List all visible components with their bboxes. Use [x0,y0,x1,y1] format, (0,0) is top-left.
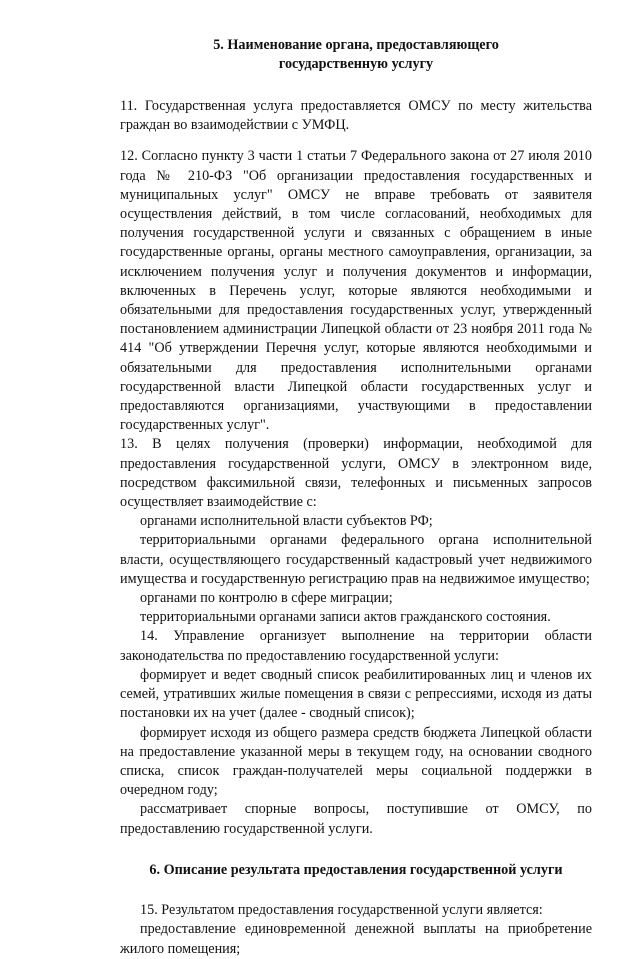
paragraph-13-item-3: органами по контролю в сфере миграции; [140,590,393,607]
section-5-title-line1: 5. Наименование органа, предоставляющего [213,37,499,53]
paragraph-15-item-1: предоставление единовременной денежной выплаты на приобретение жилого помещения; [120,921,592,957]
spacer [120,73,592,97]
paragraph-14-item-2: формирует исходя из общего размера средств бюджета Липецкой области на предоставление указанной меры в текущем году, на основании сводного списка, список граждан-получателей меры социальной поддержки в очередном году; [120,724,592,799]
section-6-title: 6. Описание результата предоставления государственной услуги [149,861,563,878]
paragraph-14-item-3: рассматривает спорные вопросы, поступившие от ОМСУ, по предоставлению государственной услуги. [120,801,592,837]
section-5-title [120,36,592,73]
paragraph-15: 15. Результатом предоставления государственной услуги является: [140,902,543,919]
paragraph-12: 12. Согласно пункту 3 части 1 статьи 7 Федерального закона от 27 июля 2010 года № 210-ФЗ "Об организации предоставления государственных и муниципальных услуг" ОМСУ не вправе требовать от заявителя осуществления действий, в том числе согласований, необходимых для получения государственной услуги и связанных с обращением в иные государственные органы, органы местного самоуправления, организации, за исключением получения услуг и получения документов и информации, включенных в Перечень услуг, которые являются необходимыми и обязательными для предоставления государственных услуг, утвержденный постановлением администрации Липецкой области от 23 ноября 2011 года № 414 "Об утверждении Перечня услуг, которые являются необходимыми и обязательными для предоставления исполнительными органами государственной власти Липецкой области государственных услуг и предоставляются организациями, участвующими в предоставлении государственных услуг". [120,148,592,434]
spacer [120,135,592,147]
paragraph-13: 13. В целях получения (проверки) информации, необходимой для предоставления государственной услуги, ОМСУ в электронном виде, посредством факсимильной связи, телефонных и письменных запросов осуществляет взаимодействие с: [120,436,592,511]
paragraph-13-item-4: территориальными органами записи актов гражданского состояния. [140,609,551,626]
section-5-title-line2: государственную услугу [278,55,434,72]
paragraph-13-item-2: территориальными органами федерального органа исполнительной власти, осуществляющего государственный кадастровый учет недвижимого имущества и государственную регистрацию прав на недвижимое имущество; [120,532,592,587]
paragraph-14: 14. Управление организует выполнение на территории области законодательства по предоставлению государственной услуги: [120,628,592,664]
paragraph-11: 11. Государственная услуга предоставляется ОМСУ по месту жительства граждан во взаимодействии с УМФЦ. [120,98,592,134]
paragraph-14-item-1: формирует и ведет сводный список реабилитированных лиц и членов их семей, утративших жилые помещения в связи с репрессиями, исходя из даты постановки их на учет (далее - сводный список); [120,666,592,722]
paragraph-13-item-1: органами исполнительной власти субъектов РФ; [140,513,433,530]
